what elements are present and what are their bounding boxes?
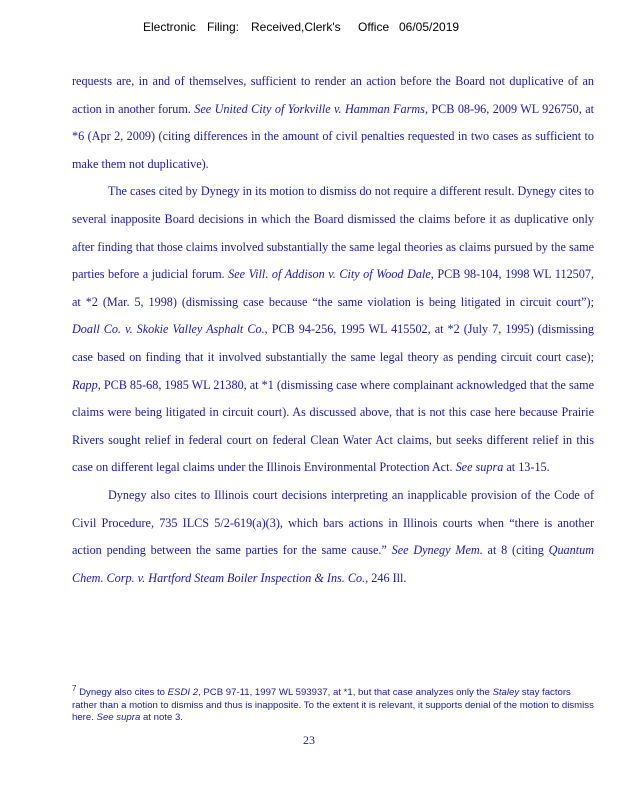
text-run: The cases cited by Dynegy in its motion to dismiss do not require a different result. Dynegy cites to several inapposite Board decisions in which the Board dismissed the claims before it as duplicative only after finding that those claims involved substantially the same legal theories as claims pursued by the same parties before a judicial forum.: [72, 184, 594, 282]
text-run: at 13-15.: [503, 460, 550, 475]
paragraph-illinois-court-decisions: [72, 482, 594, 592]
footnote-divider: [72, 681, 192, 682]
citation-italic: See Dynegy Mem.: [391, 543, 483, 558]
text-run: Dynegy also cites to: [76, 687, 168, 699]
text-run: , 246 Ill.: [365, 570, 407, 585]
citation-italic: See United City of Yorkville v. Hamman Farms: [194, 101, 425, 116]
text-run: , PCB 85-68, 1985 WL 21380, at *1 (dismissing case where complainant acknowledged that the same claims were being litigated in circuit court). As discussed above, that is not this case here because Prairie Rivers sought relief in federal court on federal Clean Water Act claims, but seeks different relief in this case on different legal claims under the Illinois Environmental Protection Act.: [72, 377, 594, 475]
header-filing-date: 06/05/2019: [399, 20, 460, 34]
text-run: at note 3.: [140, 712, 183, 723]
paragraph-board-cases: [72, 178, 594, 482]
text-run: , PCB 98-104, 1998 WL 112507, at *2 (Mar. 5, 1998) (dismissing case because “the same violation is being litigated in circuit court”);: [72, 267, 594, 309]
citation-italic: Rapp: [72, 377, 98, 392]
citation-italic: See Vill. of Addison v. City of Wood Dale: [228, 267, 431, 282]
citation-italic: Staley: [492, 687, 520, 699]
text-run: at 8 (citing: [482, 543, 549, 558]
citation-italic: ESDI 2: [167, 687, 199, 699]
citation-italic: See supra: [96, 712, 141, 723]
paragraph-continuation: [72, 68, 594, 178]
document-body: [72, 68, 594, 592]
citation-italic: Quantum Chem. Corp. v. Hartford Steam Boiler Inspection & Ins. Co.: [72, 543, 595, 585]
text-run: , PCB 94-256, 1995 WL 415502, at *2 (July 7, 1995) (dismissing case based on finding that it involved substantially the same legal theory as pending circuit court case);: [72, 322, 594, 364]
footnote-text: [72, 687, 594, 723]
citation-italic: See supra: [455, 460, 504, 475]
text-run: , PCB 08-96, 2009 WL 926750, at *6 (Apr 2, 2009) (citing differences in the amount of civil penalties requested in two cases as sufficient to make them not duplicative).: [72, 101, 594, 171]
text-run: Dynegy also cites to Illinois court decisions interpreting an inapplicable provision of the Code of Civil Procedure, 735 ILCS 5/2-619(a)(3), which bars actions in Illinois courts when “there is another action pending between the same parties for the same cause.”: [72, 487, 594, 558]
page-number: 23: [303, 733, 315, 747]
header-label-received-clerks: Received,Clerk's: [251, 20, 341, 34]
header-label-office: Office: [358, 20, 390, 34]
header-label-filing: Filing:: [207, 20, 240, 34]
header-label-electronic: Electronic: [143, 20, 196, 34]
text-run: , PCB 97-11, 1997 WL 593937, at *1, but that case analyzes only the: [198, 687, 493, 699]
text-run: stay factors rather than a motion to dismiss and thus is inapposite. To the extent it is relevant, it supports denial of the motion to dismiss here.: [72, 687, 594, 723]
footnote-marker: 7: [72, 684, 77, 693]
citation-italic: Doall Co. v. Skokie Valley Asphalt Co.: [72, 322, 265, 337]
text-run: requests are, in and of themselves, sufficient to render an action before the Board not duplicative of an action in another forum.: [72, 74, 594, 116]
footnote-7: [72, 683, 594, 724]
